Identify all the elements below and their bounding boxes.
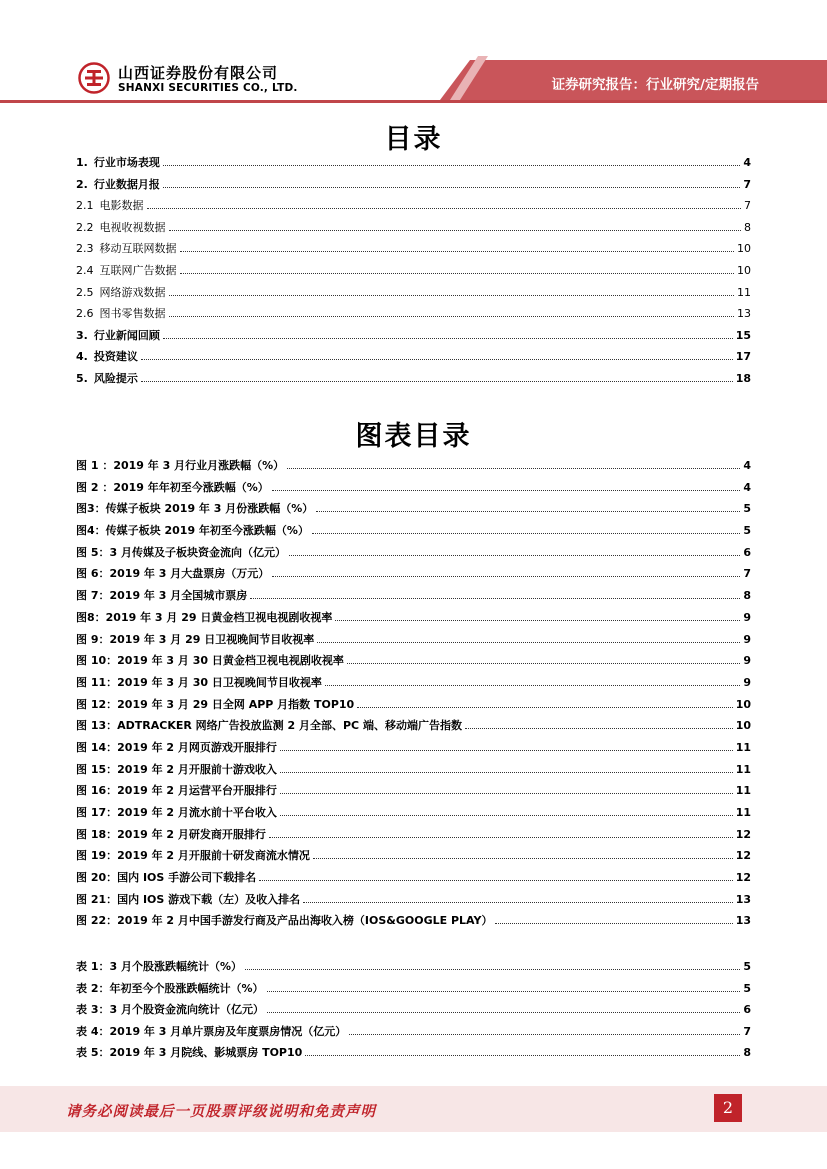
entry-page-number: 17 [735,350,751,364]
entry-label: 投资建议 [93,350,138,364]
entry-label: 图 19：2019 年 2 月开服前十研发商流水情况 [76,849,310,863]
toc-entry[interactable] [76,782,751,804]
entry-page-number: 9 [743,610,751,624]
dot-leader [317,642,740,643]
company-name-en: SHANXI SECURITIES CO., LTD. [118,82,298,94]
page-header [0,0,827,106]
entry-page-number: 5 [743,524,751,538]
entry-label: 图 17：2019 年 2 月流水前十平台收入 [76,806,277,819]
toc-entry[interactable] [76,1044,751,1066]
toc-entry[interactable] [76,565,751,587]
toc-entry[interactable] [76,1001,751,1023]
toc-entry[interactable] [76,479,751,501]
dot-leader [141,381,733,382]
toc-entry[interactable] [76,891,751,913]
entry-label: 图 20：国内 IOS 手游公司下载排名 [76,871,257,885]
dot-leader [495,923,732,924]
dot-leader [272,490,741,491]
dot-leader [287,468,740,469]
entry-number: 2.6 [76,307,94,321]
toc-entry[interactable] [76,197,751,219]
entry-number: 2.2 [76,220,94,234]
entry-label: 图 15：2019 年 2 月开服前十游戏收入 [76,762,277,776]
dot-leader [303,902,733,903]
toc-entry[interactable] [76,284,751,306]
dot-leader [141,359,733,360]
toc-entry[interactable] [76,370,751,392]
entry-page-number: 5 [743,960,751,973]
entry-label: 图 9：2019 年 3 月 29 日卫视晚间节目收视率 [76,632,315,646]
entry-label: 表 1：3 月个股涨跌幅统计（%） [76,960,242,973]
entry-page-number: 4 [743,156,751,169]
entry-label: 移动互联网数据 [99,242,177,256]
entry-label: 图4：传媒子板块 2019 年初至今涨跌幅（%） [76,524,309,538]
toc-entry[interactable] [76,761,751,783]
table-list [76,958,751,1066]
entry-page-number: 15 [735,328,751,342]
entry-page-number: 9 [743,654,751,668]
entry-label: 表 4：2019 年 3 月单片票房及年度票房情况（亿元） [76,1024,347,1038]
report-type: 证券研究报告：行业研究/定期报告 [551,77,759,93]
dot-leader [267,991,741,992]
entry-label: 图 1 ：2019 年 3 月行业月涨跌幅（%） [76,459,285,472]
entry-page-number: 7 [743,567,751,581]
entry-page-number: 12 [735,827,751,841]
dot-leader [312,533,740,534]
entry-page-number: 11 [735,806,751,819]
dot-leader [280,793,733,794]
dot-leader [267,1012,740,1013]
dot-leader [357,707,732,708]
entry-page-number: 8 [744,220,751,234]
entry-page-number: 7 [743,1024,751,1038]
entry-page-number: 10 [737,242,751,256]
entry-page-number: 10 [737,263,751,277]
toc-entry[interactable] [76,500,751,522]
toc-entry[interactable] [76,544,751,566]
entry-number: 2.1 [76,199,94,213]
entry-label: 图 12：2019 年 3 月 29 日全网 APP 月指数 TOP10 [76,697,355,711]
entry-label: 表 2：年初至今个股涨跌幅统计（%） [76,981,264,995]
toc-entry[interactable] [76,958,751,980]
entry-page-number: 6 [743,545,751,559]
entry-page-number: 18 [735,371,751,385]
toc-entry[interactable] [76,262,751,284]
entry-page-number: 7 [744,199,751,213]
entry-label: 行业新闻回顾 [93,328,160,342]
dot-leader [163,187,741,188]
toc-entry[interactable] [76,348,751,370]
toc-entry[interactable] [76,869,751,891]
dot-leader [180,251,735,252]
entry-label: 图 10：2019 年 3 月 30 日黄金档卫视电视剧收视率 [76,654,344,668]
entry-page-number: 4 [743,480,751,494]
disclaimer: 请务必阅读最后一页股票评级说明和免责声明 [66,1103,376,1120]
dot-leader [259,880,733,881]
entry-number: 2.3 [76,242,94,256]
toc-entry[interactable] [76,696,751,718]
entry-label: 图 16：2019 年 2 月运营平台开服排行 [76,784,277,798]
entry-page-number: 6 [743,1003,751,1017]
entry-page-number: 13 [735,914,751,928]
entry-label: 网络游戏数据 [99,285,166,299]
entry-page-number: 8 [743,1046,751,1060]
toc-entry[interactable] [76,305,751,327]
dot-leader [169,295,735,296]
toc-entry[interactable] [76,587,751,609]
dot-leader [169,316,735,317]
dot-leader [313,858,733,859]
entry-label: 图3：传媒子板块 2019 年 3 月份涨跌幅（%） [76,502,314,516]
entry-label: 图 6：2019 年 3 月大盘票房（万元） [76,567,270,581]
company-name-cn: 山西证券股份有限公司 [118,64,279,82]
entry-page-number: 11 [735,784,751,798]
dot-leader [280,750,733,751]
toc-title: 目录 [384,124,443,155]
toc-entry[interactable] [76,847,751,869]
entry-label: 电影数据 [99,199,144,213]
entry-page-number: 13 [737,307,751,321]
entry-number: 2.4 [76,263,94,277]
entry-label: 行业数据月报 [93,177,160,191]
dot-leader [163,338,733,339]
entry-page-number: 5 [743,981,751,995]
toc-entry[interactable] [76,457,751,479]
toc-entry[interactable] [76,522,751,544]
entry-label: 图书零售数据 [99,307,166,321]
entry-number: 1. [76,156,88,169]
entry-label: 图8：2019 年 3 月 29 日黄金档卫视电视剧收视率 [76,610,333,624]
page-number: 2 [714,1094,742,1122]
toc-entry[interactable] [76,1023,751,1045]
toc-entry[interactable] [76,219,751,241]
dot-leader [465,728,733,729]
toc-entry[interactable] [76,674,751,696]
entry-label: 互联网广告数据 [99,263,177,277]
entry-page-number: 7 [743,177,751,191]
dot-leader [163,165,741,166]
toc-entry[interactable] [76,717,751,739]
entry-page-number: 10 [735,719,751,733]
entry-label: 图 14：2019 年 2 月网页游戏开服排行 [76,740,277,754]
toc-entry[interactable] [76,826,751,848]
figures-title: 图表目录 [355,421,472,452]
dot-leader [147,208,742,209]
entry-page-number: 10 [735,697,751,711]
dot-leader [325,685,740,686]
dot-leader [305,1055,740,1056]
dot-leader [180,273,735,274]
toc-entry[interactable] [76,240,751,262]
entry-label: 图 22：2019 年 2 月中国手游发行商及产品出海收入榜（IOS&GOOGLE PLAY） [76,914,493,928]
entry-label: 表 3：3 月个股资金流向统计（亿元） [76,1003,264,1017]
toc-entry[interactable] [76,804,751,826]
toc-entry[interactable] [76,154,751,176]
toc-entry[interactable] [76,327,751,349]
figure-list [76,457,751,934]
dot-leader [280,815,733,816]
entry-page-number: 13 [735,892,751,906]
entry-label: 行业市场表现 [93,156,160,169]
entry-page-number: 11 [735,740,751,754]
entry-label: 图 13：ADTRACKER 网络广告投放监测 2 月全部、PC 端、移动端广告指数 [76,719,462,733]
entry-page-number: 12 [735,849,751,863]
entry-number: 3. [76,328,88,342]
dot-leader [269,837,733,838]
entry-page-number: 11 [737,285,751,299]
toc-entry[interactable] [76,609,751,631]
entry-label: 图 18：2019 年 2 月研发商开服排行 [76,827,266,841]
entry-page-number: 9 [743,675,751,689]
company-logo-icon [78,62,110,94]
entry-number: 2. [76,177,88,191]
entry-label: 图 2 ：2019 年年初至今涨跌幅（%） [76,480,269,494]
entry-page-number: 8 [743,589,751,603]
entry-number: 2.5 [76,285,94,299]
entry-label: 图 11：2019 年 3 月 30 日卫视晚间节目收视率 [76,675,322,689]
dot-leader [245,969,740,970]
entry-label: 图 21：国内 IOS 游戏下载（左）及收入排名 [76,892,301,906]
dot-leader [316,511,740,512]
dot-leader [347,663,740,664]
entry-label: 电视收视数据 [99,220,166,234]
dot-leader [335,620,740,621]
toc-entry[interactable] [76,980,751,1002]
entry-page-number: 9 [743,632,751,646]
entry-page-number: 12 [735,871,751,885]
entry-label: 表 5：2019 年 3 月院线、影城票房 TOP10 [76,1046,303,1060]
toc-entry[interactable] [76,176,751,198]
entry-label: 风险提示 [93,371,138,385]
dot-leader [289,555,740,556]
entry-page-number: 4 [743,459,751,472]
entry-label: 图 7：2019 年 3 月全国城市票房 [76,589,248,603]
toc-entry[interactable] [76,652,751,674]
toc-list [76,154,751,392]
entry-page-number: 11 [735,762,751,776]
dot-leader [250,598,740,599]
header-divider [0,100,827,103]
toc-entry[interactable] [76,739,751,761]
dot-leader [349,1034,740,1035]
entry-page-number: 5 [743,502,751,516]
dot-leader [272,576,740,577]
dot-leader [169,230,742,231]
toc-entry[interactable] [76,912,751,934]
entry-number: 4. [76,350,88,364]
dot-leader [280,772,733,773]
entry-number: 5. [76,371,88,385]
entry-label: 图 5：3 月传媒及子板块资金流向（亿元） [76,545,286,559]
toc-entry[interactable] [76,631,751,653]
